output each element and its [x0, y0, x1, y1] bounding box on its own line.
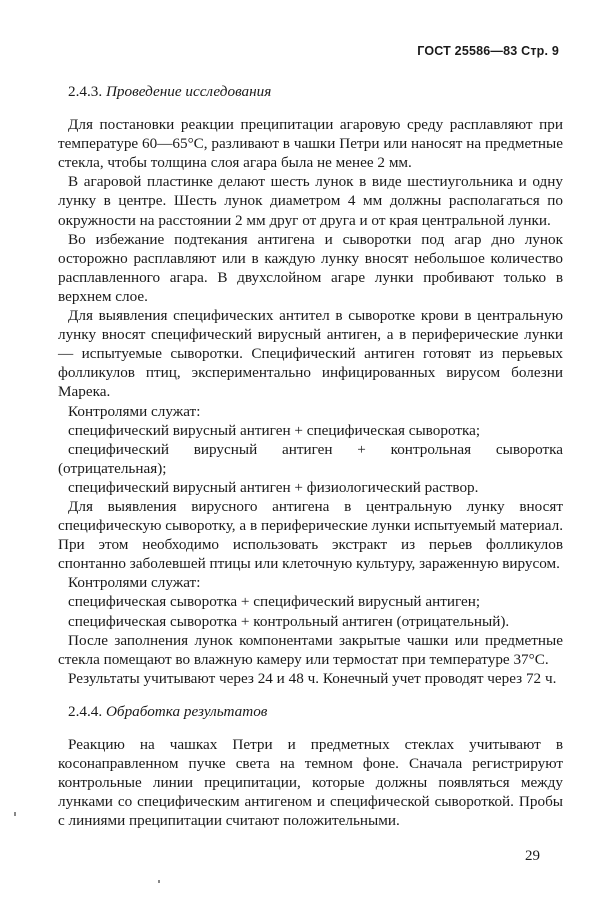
scan-speck — [158, 880, 160, 883]
list-item: специфический вирусный антиген + контрольная сыворотка (отрицательная); — [58, 440, 563, 477]
list-item: специфический вирусный антиген + физиологический раствор. — [68, 478, 479, 496]
paragraph: Реакцию на чашках Петри и предметных стеклах учитывают в косонаправленном пучке света на темном фоне. Сначала регистрируют контрольные линии преципитации, которые должны появляться между лунками со специфическим антигеном и специфической сывороткой. Пробы с линиями преципитации считают положительными. — [58, 736, 563, 830]
section-number: 2.4.4. — [68, 702, 103, 720]
section-heading-2-4-3 — [68, 82, 563, 101]
paragraph: После заполнения лунок компонентами закрытые чашки или предметные стекла помещают во влажную камеру или термостат при температуре 37°С. — [58, 631, 563, 668]
page-number: 29 — [525, 848, 540, 864]
list-item: специфическая сыворотка + контрольный антиген (отрицательный). — [68, 612, 510, 630]
page-content — [58, 82, 563, 830]
paragraph: Для выявления специфических антител в сыворотке крови в центральную лунку вносят специфический вирусный антиген, а в периферические лунки — испытуемые сыворотки. Специфический антиген готовят из перьевых фолликулов птиц, экспериментально инфицированных вирусом болезни Марека. — [58, 307, 563, 401]
list-item: специфическая сыворотка + специфический вирусный антиген; — [68, 593, 481, 611]
paragraph: Для постановки реакции преципитации агаровую среду расплавляют при температуре 60—65°С, разливают в чашки Петри или наносят на предметные стекла, чтобы толщина слоя агара была не менее 2 мм. — [58, 116, 563, 172]
paragraph: Контролями служат: — [68, 574, 201, 592]
scan-speck — [14, 812, 16, 816]
paragraph: Контролями служат: — [68, 402, 201, 420]
running-header: ГОСТ 25586—83 Стр. 9 — [417, 44, 559, 58]
paragraph: Во избежание подтекания антигена и сыворотки под агар дно лунок осторожно расплавляют или в каждую лунку вносят небольшое количество расплавленного агара. В двухслойном агаре лунки пробивают только в верхнем слое. — [58, 230, 563, 305]
controls-list-1 — [58, 421, 563, 497]
section-title: Обработка результатов — [105, 702, 268, 720]
paragraph: Для выявления вирусного антигена в центральную лунку вносят специфическую сыворотку, а в периферические лунки испытуемый материал. При этом необходимо использовать экстракт из перьев фолликулов спонтанно заболевшей птицы или клеточную культуру, зараженную вирусом. — [58, 497, 563, 573]
section-number: 2.4.3. — [68, 83, 103, 100]
spacer — [58, 688, 563, 702]
section-title: Проведение исследования — [105, 83, 272, 100]
paragraph: Результаты учитывают через 24 и 48 ч. Конечный учет проводят через 72 ч. — [68, 669, 557, 687]
section-heading-2-4-4 — [68, 702, 563, 721]
spacer — [58, 105, 563, 115]
spacer — [58, 725, 563, 735]
list-item: специфический вирусный антиген + специфическая сыворотка; — [68, 421, 481, 439]
controls-list-2 — [58, 592, 563, 630]
paragraph: В агаровой пластинке делают шесть лунок в виде шестиугольника и одну лунку в центре. Шесть лунок диаметром 4 мм должны располагаться по окружности на расстоянии 2 мм друг от друга и от края центральной лунки. — [58, 173, 563, 229]
